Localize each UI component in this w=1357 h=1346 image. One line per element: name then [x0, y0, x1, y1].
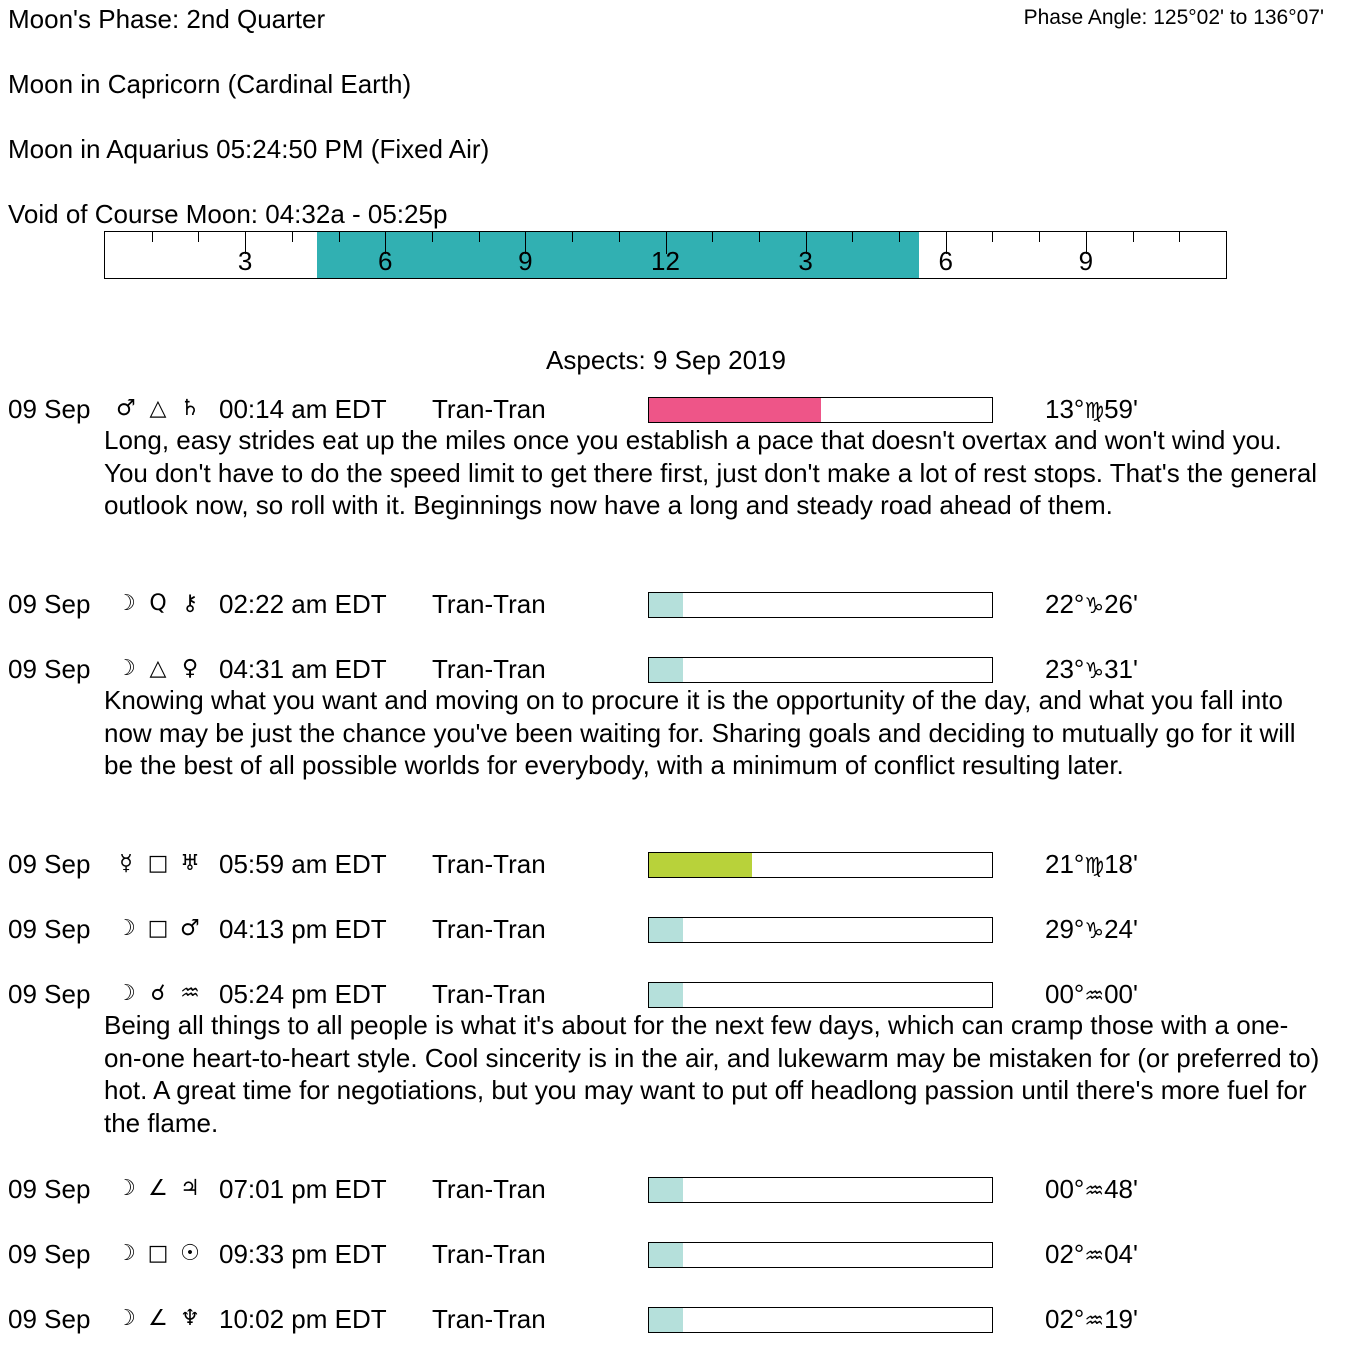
position-degrees: 22°: [1045, 589, 1085, 619]
timeline-hour-label: 9: [518, 246, 533, 276]
strength-bar-fill: [649, 853, 752, 877]
planet1-glyph-icon: ☽: [116, 1306, 136, 1331]
timeline-tick: [1133, 232, 1134, 242]
aspect-position: [1045, 393, 1138, 428]
planet2-glyph-icon: ♃: [180, 1176, 200, 1201]
zodiac-sign-icon: ♑: [1084, 594, 1105, 619]
aspect-glyph-icon: □: [147, 916, 169, 941]
planet1-glyph-icon: ☽: [116, 981, 136, 1006]
aspect-glyph-icon: △: [149, 656, 167, 681]
strength-bar: [648, 1177, 993, 1203]
aspect-glyph-icon: □: [147, 851, 169, 876]
timeline-tick: [992, 232, 993, 242]
position-degrees: 00°: [1045, 979, 1085, 1009]
position-degrees: 21°: [1045, 849, 1085, 879]
aspect-position: [1045, 1173, 1138, 1208]
planet2-glyph-icon: ♄: [180, 396, 200, 421]
position-degrees: 13°: [1045, 394, 1085, 424]
void-of-course-range: [317, 232, 919, 278]
strength-bar-fill: [649, 658, 683, 682]
planet1-glyph-icon: ☽: [116, 916, 136, 941]
timeline-tick: [432, 232, 433, 242]
timeline-tick: [852, 232, 853, 242]
timeline-tick: [619, 232, 620, 242]
planet1-glyph-icon: ☽: [116, 656, 136, 681]
aspect-time: 00:14 am EDT: [219, 394, 387, 424]
zodiac-sign-icon: ♑: [1084, 919, 1105, 944]
planet2-glyph-icon: ♀: [181, 656, 199, 681]
planet2-glyph-icon: ♒: [180, 981, 200, 1006]
aspect-date: 09 Sep: [8, 589, 91, 619]
aspect-time: 04:31 am EDT: [219, 654, 387, 684]
strength-bar: [648, 657, 993, 683]
aspect-position: [1045, 978, 1138, 1013]
timeline-tick: [1179, 232, 1180, 242]
planet1-glyph-icon: ☽: [116, 1176, 136, 1201]
zodiac-sign-icon: ♒: [1084, 1309, 1105, 1334]
position-minutes: 04': [1104, 1239, 1138, 1269]
timeline-tick: [479, 232, 480, 242]
planet2-glyph-icon: ♅: [180, 851, 200, 876]
timeline-hour-label: 6: [938, 246, 953, 276]
strength-bar-fill: [649, 1178, 683, 1202]
aspect-glyph-icon: ☌: [150, 981, 166, 1006]
aspect-time: 07:01 pm EDT: [219, 1174, 387, 1204]
timeline-tick: [712, 232, 713, 242]
strength-bar: [648, 592, 993, 618]
aspect-position: [1045, 913, 1138, 948]
position-minutes: 31': [1104, 654, 1138, 684]
planet1-glyph-icon: ☽: [116, 1241, 136, 1266]
aspect-position: [1045, 653, 1138, 688]
strength-bar-fill: [649, 918, 683, 942]
moon-sign-capricorn: Moon in Capricorn (Cardinal Earth): [8, 69, 412, 99]
zodiac-sign-icon: ♒: [1084, 1179, 1105, 1204]
position-minutes: 26': [1104, 589, 1138, 619]
timeline-tick: [198, 232, 199, 242]
timeline-tick: [1039, 232, 1040, 242]
aspect-kind: Tran-Tran: [432, 1304, 546, 1334]
position-degrees: 00°: [1045, 1174, 1085, 1204]
aspect-glyph-icon: Q: [149, 591, 167, 616]
aspect-date: 09 Sep: [8, 914, 91, 944]
aspect-kind: Tran-Tran: [432, 914, 546, 944]
position-minutes: 00': [1104, 979, 1138, 1009]
aspect-date: 09 Sep: [8, 1304, 91, 1334]
timeline-tick: [292, 232, 293, 242]
planet2-glyph-icon: ♆: [180, 1306, 200, 1331]
aspect-time: 02:22 am EDT: [219, 589, 387, 619]
aspect-date: 09 Sep: [8, 979, 91, 1009]
timeline-hour-label: 3: [237, 246, 253, 276]
timeline-hour-label: 12: [651, 246, 680, 276]
strength-bar: [648, 397, 993, 423]
aspect-kind: Tran-Tran: [432, 979, 546, 1009]
strength-bar: [648, 1307, 993, 1333]
aspect-kind: Tran-Tran: [432, 1174, 546, 1204]
aspects-title: Aspects: 9 Sep 2019: [546, 345, 786, 375]
position-degrees: 02°: [1045, 1239, 1085, 1269]
position-minutes: 59': [1104, 394, 1138, 424]
aspect-position: [1045, 588, 1138, 623]
planet1-glyph-icon: ☿: [119, 851, 133, 876]
timeline-tick: [572, 232, 573, 242]
zodiac-sign-icon: ♍: [1084, 399, 1105, 424]
position-degrees: 23°: [1045, 654, 1085, 684]
zodiac-sign-icon: ♒: [1084, 984, 1105, 1009]
aspect-date: 09 Sep: [8, 654, 91, 684]
timeline-hour-label: 6: [378, 246, 393, 276]
planet1-glyph-icon: ☽: [116, 591, 136, 616]
void-of-course-timeline: [104, 231, 1227, 279]
timeline-tick: [899, 232, 900, 242]
phase-angle: Phase Angle: 125°02' to 136°07': [1023, 6, 1324, 29]
planet1-glyph-icon: ♂: [116, 396, 136, 421]
timeline-hour-label: 3: [798, 246, 813, 276]
aspect-glyph-icon: ∠: [148, 1176, 168, 1201]
strength-bar: [648, 917, 993, 943]
planet2-glyph-icon: ⚷: [181, 591, 199, 616]
aspect-kind: Tran-Tran: [432, 589, 546, 619]
strength-bar: [648, 982, 993, 1008]
strength-bar: [648, 1242, 993, 1268]
strength-bar: [648, 852, 993, 878]
position-minutes: 48': [1104, 1174, 1138, 1204]
strength-bar-fill: [649, 1308, 683, 1332]
aspect-date: 09 Sep: [8, 1174, 91, 1204]
strength-bar-fill: [649, 983, 683, 1007]
aspect-kind: Tran-Tran: [432, 849, 546, 879]
aspect-description: Long, easy strides eat up the miles once you establish a pace that doesn't overtax and won't wind you. You don't have to do the speed limit to get there first, just don't make a lot of rest stops. That's the general outlook now, so roll with it. Beginnings now have a long and steady road ahead of them.: [104, 425, 1318, 520]
position-degrees: 02°: [1045, 1304, 1085, 1334]
position-degrees: 29°: [1045, 914, 1085, 944]
aspect-time: 04:13 pm EDT: [219, 914, 387, 944]
zodiac-sign-icon: ♍: [1084, 854, 1105, 879]
timeline-tick: [152, 232, 153, 242]
position-minutes: 24': [1104, 914, 1138, 944]
aspect-position: [1045, 848, 1138, 883]
aspect-position: [1045, 1238, 1138, 1273]
moon-sign-aquarius: Moon in Aquarius 05:24:50 PM (Fixed Air): [8, 134, 490, 164]
aspect-time: 10:02 pm EDT: [219, 1304, 387, 1334]
aspect-description: Knowing what you want and moving on to procure it is the opportunity of the day, and what you fall into now may be just the chance you've been waiting for. Sharing goals and deciding to mutually go for it will be the best of all possible worlds for everybody, with a minimum of conflict resulting later.: [104, 685, 1296, 780]
aspect-description: Being all things to all people is what it's about for the next few days, which can cramp those with a one-on-one heart-to-heart style. Cool sincerity is in the air, and lukewarm may be mistaken for (or preferred to) hot. A great time for negotiations, but you may want to put off headlong passion until there's more fuel for the flame.: [104, 1010, 1320, 1138]
planet2-glyph-icon: ♂: [180, 916, 200, 941]
strength-bar-fill: [649, 1243, 683, 1267]
aspect-date: 09 Sep: [8, 1239, 91, 1269]
moon-phase: Moon's Phase: 2nd Quarter: [8, 4, 326, 34]
timeline-tick: [759, 232, 760, 242]
position-minutes: 19': [1104, 1304, 1138, 1334]
strength-bar-fill: [649, 593, 683, 617]
aspect-glyph-icon: □: [147, 1241, 169, 1266]
aspect-glyph-icon: △: [149, 396, 167, 421]
aspect-time: 09:33 pm EDT: [219, 1239, 387, 1269]
timeline-tick: [339, 232, 340, 242]
aspect-position: [1045, 1303, 1138, 1338]
aspect-kind: Tran-Tran: [432, 654, 546, 684]
zodiac-sign-icon: ♑: [1084, 659, 1105, 684]
void-of-course: Void of Course Moon: 04:32a - 05:25p: [8, 199, 448, 229]
aspect-time: 05:24 pm EDT: [219, 979, 387, 1009]
aspect-kind: Tran-Tran: [432, 394, 546, 424]
zodiac-sign-icon: ♒: [1084, 1244, 1105, 1269]
timeline-hour-label: 9: [1078, 246, 1094, 276]
aspect-date: 09 Sep: [8, 394, 91, 424]
position-minutes: 18': [1104, 849, 1138, 879]
planet2-glyph-icon: ☉: [180, 1241, 200, 1266]
aspect-glyph-icon: ∠: [148, 1306, 168, 1331]
aspect-date: 09 Sep: [8, 849, 91, 879]
strength-bar-fill: [649, 398, 821, 422]
aspect-kind: Tran-Tran: [432, 1239, 546, 1269]
aspect-time: 05:59 am EDT: [219, 849, 387, 879]
